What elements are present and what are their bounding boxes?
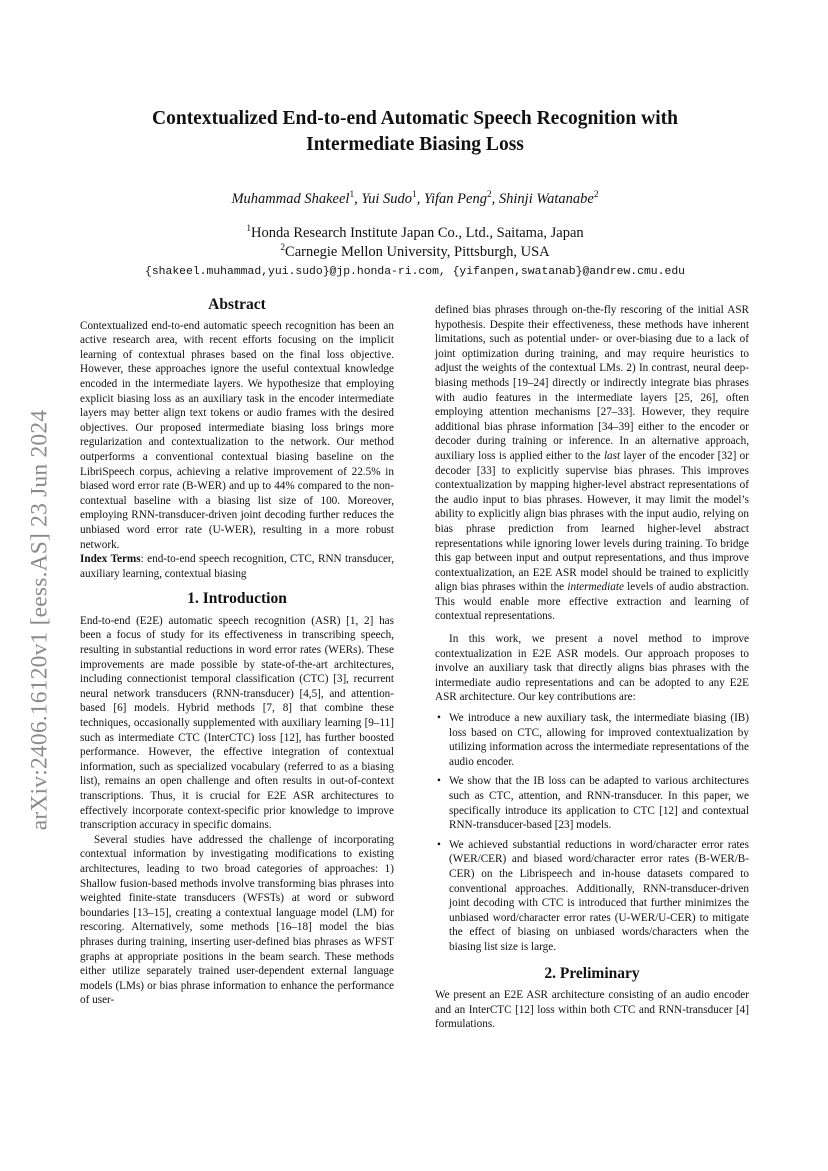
list-item: • We achieved substantial reductions in word/character error rates (WER/CER) and biased word/character error rates (B-WER/B-CER) on the Librispeech and in-house datasets compared to conventional approaches. Additionally, RNN-transducer-driven joint decoding with CTC is introduced that further minimizes the unbiased word/character error rates (U-WER/U-CER) to mitigate the effect of biasing on unbiased words/characters when the biasing list size is large. — [435, 838, 749, 955]
paragraph-3-part: layer of the encoder [32] or decoder [33] to explicitly supervise bias phrases. This improves contextualization by mapping higher-level abstract representations of the audio input to bias phrases. However, it may limit the model’s ability to explicitly align bias phrases with the input audio, relying on bias phrase prediction from learned higher-level abstract representations while ignoring lower levels during training. To bridge this gap between input and output representations, and thus improve contextualization, an E2E ASR model should be trained to explicitly align bias phrases within the — [435, 449, 749, 594]
affiliation-text: Honda Research Institute Japan Co., Ltd., Saitama, Japan — [251, 225, 584, 241]
right-column — [435, 303, 749, 1032]
emphasis-intermediate: intermediate — [567, 581, 624, 594]
author-name: Muhammad Shakeel — [231, 191, 350, 207]
author-name: Yui Sudo — [361, 191, 413, 207]
author-separator: , — [354, 191, 362, 207]
abstract-text: Contextualized end-to-end automatic speech recognition has been an active research area, with recent efforts focusing on the implicit learning of contextual phrases based on the final loss objective. However, these approaches ignore the useful contextual knowledge encoded in the intermediate layers. We hypothesize that employing explicit biasing loss as an auxiliary task in the encoder intermediate layers may better align text tokens or audio frames with the desired objectives. Our proposed intermediate biasing loss brings more regularization and contextualization to the network. Our method outperforms a conventional contextual biasing baseline on the LibriSpeech corpus, achieving a relative improvement of 22.5% in biased word error rate (B-WER) and up to 44% compared to the non-contextual baseline with a biasing list size of 100. Moreover, employing RNN-transducer-driven joint decoding further reduces the unbiased word error rate (U-WER), resulting in a more robust network. — [80, 319, 394, 551]
author-affiliation-mark: 1 — [412, 190, 417, 201]
intro-paragraph-1: End-to-end (E2E) automatic speech recognition (ASR) [1, 2] has been a focus of study for its effectiveness in transcribing speech, resulting in substantial reductions in word error rates (WERs). These improvements are made possible by state-of-the-art architectures, including connectionist temporal classification (CTC) [3], recurrent neural network transducers (RNN-transducer) [4,5], and attention-based [6] models. Hybrid methods [7, 8] that combine these techniques, occasionally supplemented with auxiliary learning [9–11] such as intermediate CTC (InterCTC) loss [12], has further boosted performance. However, the effective integration of contextual information, such as specialized vocabulary (referred to as a biasing list), remains an open challenge and often results in out-of-context transcriptions. Thus, it is crucial for E2E ASR architectures to effectively incorporate context-specific prior knowledge to improve transcription accuracy in specific domains. — [80, 614, 394, 832]
list-item: • We show that the IB loss can be adapted to various architectures such as CTC, attention, and RNN-transducer. In this paper, we specifically introduce its application to CTC [12] and contextual RNN-transducer-based [23] models. — [435, 774, 749, 832]
affiliation-text: Carnegie Mellon University, Pittsburgh, USA — [285, 244, 550, 260]
author-list — [100, 189, 730, 209]
title-line-1: Contextualized End-to-end Automatic Speech Recognition with — [152, 108, 678, 129]
introduction-heading: 1. Introduction — [187, 590, 287, 608]
index-terms — [80, 552, 394, 581]
affiliations — [100, 224, 730, 262]
affiliation-line — [100, 243, 730, 262]
author-affiliation-mark: 2 — [486, 190, 492, 201]
arxiv-identifier-text: arXiv:2406.16120v1 [eess.AS] 23 Jun 2024 — [26, 409, 53, 831]
author-separator: , — [416, 191, 424, 207]
author-name: Shinji Watanabe — [498, 191, 594, 207]
index-terms-text: : end-to-end speech recognition, CTC, RNN transducer, auxiliary learning, contextual biasing — [80, 553, 394, 580]
affiliation-mark: 1 — [246, 224, 252, 235]
index-terms-label: Index Terms — [80, 553, 141, 566]
list-item: • We introduce a new auxiliary task, the intermediate biasing (IB) loss based on CTC, allowing for improved contextualization by utilizing information across the intermediate representations of the audio encoder. — [435, 711, 749, 769]
intro-paragraph-2: Several studies have addressed the challenge of incorporating contextual information by investigating modifications to existing architectures, leading to two broad categories of approaches: 1) Shallow fusion-based methods involve transforming bias phrases into weighted finite-state transducers (WFSTs) at word or subword boundaries [13–15], creating a contextual language model (LM) for rescoring. Alternatively, some methods [16–18] model the bias phrases during training, inserting user-defined bias phrases as WFST graphs at appropriate positions in the beam search. These methods either utilize separately trained user-dependent external language models (LMs) or bias phrase information to enhance the performance of user- — [80, 833, 394, 1007]
paragraph-3-part: defined bias phrases through on-the-fly rescoring of the initial ASR hypothesis. Despite their effectiveness, these methods have inherent limitations, such as potential under- or over-biasing due to a lack of joint optimization during training, and may require heuristics to adjust the weights of the contextual LMs. 2) In contrast, neural deep-biasing methods [19–24] directly or indirectly integrate bias phrases with audio features in the intermediate layers [25, 26], often employing attention mechanisms [27–33]. However, they require additional bias phrase information [34–39] either to the encoder or decoder during training or inference. In an alternative approach, auxiliary loss is applied either to the — [435, 304, 749, 462]
arxiv-identifier — [18, 360, 62, 880]
title-line-2: Intermediate Biasing Loss — [306, 134, 524, 155]
preliminary-paragraph-1: We present an E2E ASR architecture consisting of an audio encoder and an InterCTC [12] loss within both CTC and RNN-transducer [4] formulations. — [435, 989, 749, 1031]
abstract-heading: Abstract — [208, 296, 266, 313]
paragraph-3-part: levels of audio abstraction. This would enable more effective extraction and learning of contextual representations. — [435, 581, 750, 623]
left-column — [80, 298, 394, 1008]
author-affiliation-mark: 1 — [349, 190, 355, 201]
author-emails: {shakeel.muhammad,yui.sudo}@jp.honda-ri.com, {yifanpen,swatanab}@andrew.cmu.edu — [144, 266, 685, 278]
author-affiliation-mark: 2 — [593, 190, 599, 201]
intro-paragraph-3 — [435, 303, 749, 624]
affiliation-mark: 2 — [280, 243, 286, 254]
paper-title — [100, 106, 730, 158]
intro-paragraph-4: In this work, we present a novel method to improve contextualization in E2E ASR models. Our approach proposes to involve an auxiliary task that directly aligns bias phrases with the intermediate audio representations and can be adopted to any E2E ASR architecture. Our key contributions are: — [435, 633, 749, 704]
author-separator: , — [491, 191, 499, 207]
preliminary-heading: 2. Preliminary — [544, 964, 640, 982]
author-name: Yifan Peng — [423, 191, 487, 207]
emphasis-last: last — [603, 449, 621, 462]
contributions-list — [435, 711, 749, 955]
affiliation-line — [100, 224, 730, 243]
